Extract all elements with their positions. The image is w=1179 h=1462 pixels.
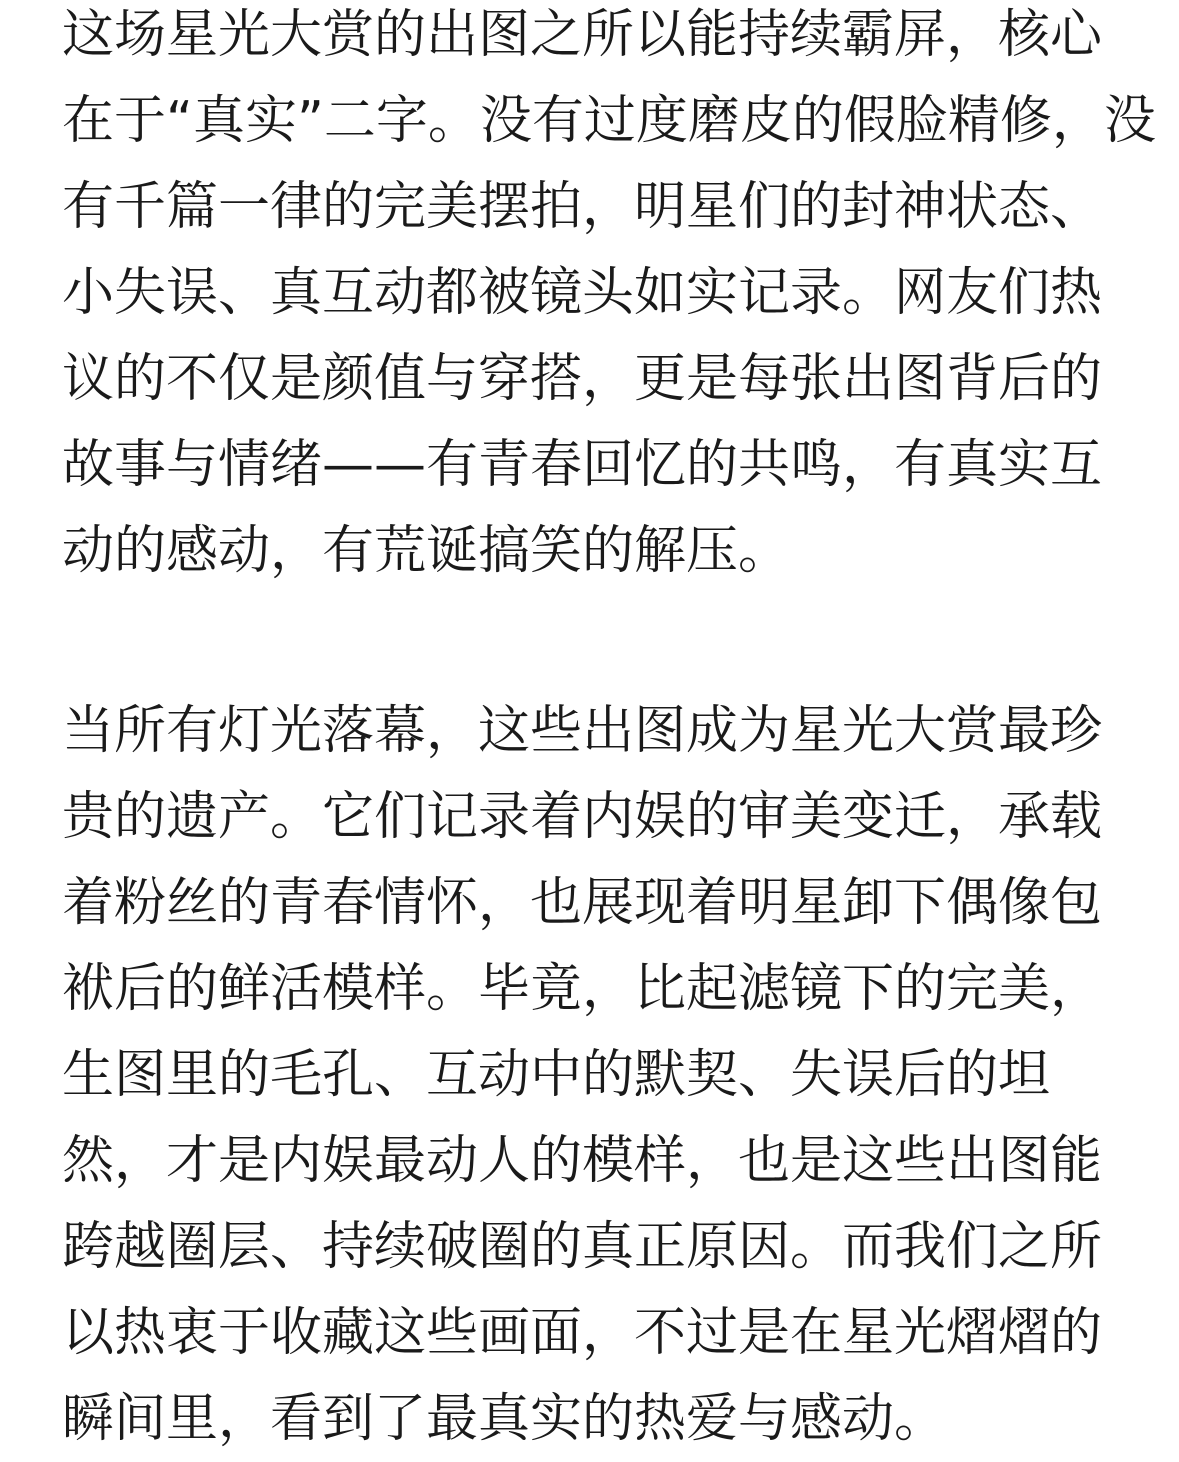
text-line: 以热衷于收藏这些画面，不过是在星光熠熠的	[62, 1303, 1103, 1363]
text-line: 贵的遗产。它们记录着内娱的审美变迁，承载	[62, 787, 1103, 847]
paragraph-1	[62, 0, 1156, 594]
text-line: 在于“真实”二字。没有过度磨皮的假脸精修，没	[62, 91, 1156, 151]
text-line: 当所有灯光落幕，这些出图成为星光大赏最珍	[62, 701, 1103, 761]
paragraph-spacer	[62, 594, 1122, 688]
text-line: 着粉丝的青春情怀，也展现着明星卸下偶像包	[62, 873, 1103, 933]
paragraph-2	[62, 688, 1122, 1462]
text-line: 议的不仅是颜值与穿搭，更是每张出图背后的	[62, 349, 1103, 409]
text-line: 然，才是内娱最动人的模样，也是这些出图能	[62, 1131, 1103, 1191]
text-line: 生图里的毛孔、互动中的默契、失误后的坦	[62, 1045, 1051, 1105]
text-line: 有千篇一律的完美摆拍，明星们的封神状态、	[62, 177, 1103, 237]
text-line: 这场星光大赏的出图之所以能持续霸屏，核心	[62, 5, 1103, 65]
text-line: 瞬间里，看到了最真实的热爱与感动。	[62, 1389, 947, 1449]
text-line: 小失误、真互动都被镜头如实记录。网友们热	[62, 263, 1103, 323]
text-line: 故事与情绪——有青春回忆的共鸣，有真实互	[62, 435, 1103, 495]
article-body	[62, 0, 1156, 1462]
text-line: 动的感动，有荒诞搞笑的解压。	[62, 521, 791, 581]
text-line: 袱后的鲜活模样。毕竟，比起滤镜下的完美，	[62, 959, 1103, 1019]
text-line: 跨越圈层、持续破圈的真正原因。而我们之所	[62, 1217, 1103, 1277]
